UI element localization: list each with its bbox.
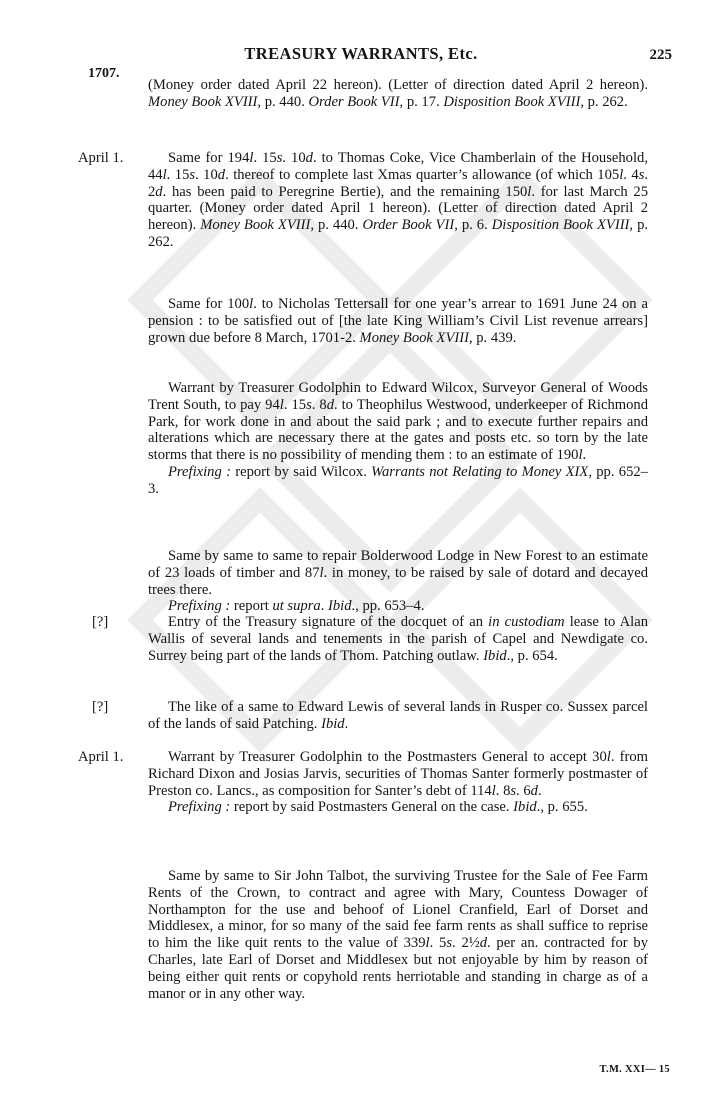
entry-2 (148, 296, 648, 346)
year-label: 1707. (88, 66, 120, 81)
entry-text: The like of a same to Edward Lewis of several lands in Rusper co. Sussex parcel of the lands of said Patching. Ibid. (148, 699, 648, 732)
entry-8 (148, 868, 648, 1002)
entry-5 (148, 614, 648, 664)
entry-text: Entry of the Treasury signature of the docquet of an in custodiam lease to Alan Wallis of several lands and tenements in the parish of Capel and Newdigate co. Surrey being part of the lands of Thom. Patching outlaw. Ibid., p. 654. (148, 614, 648, 664)
entry-3 (148, 380, 648, 498)
entry-4 (148, 548, 648, 615)
entry-0 (148, 77, 648, 111)
entry-text: Same by same to Sir John Talbot, the surviving Trustee for the Sale of Fee Farm Rents of the Crown, to contract and agree with Mary, Countess Dowager of Northampton for the use and behoof of Lionel Cranfield, Earl of Dorset and Middlesex, a minor, for so many of the said fee farm rents as shall suffice to reprise to him the like quit rents to the value of 339l. 5s. 2½d. per an. contracted for by Charles, late Earl of Dorset and Middlesex but not enjoyable by him by reason of being either quit rents or copyhold rents herriotable and standing in charge as of a manor or in any other way. (148, 868, 649, 1002)
entry-text: Same for 100l. to Nicholas Tettersall for one year’s arrear to 1691 June 24 on a pension : to be satisfied out of [the late King William’s Civil List revenue arrears] grown due before 8 March, 1701-2. Money Book XVIII, p. 439. (148, 296, 648, 346)
entry-date: [?] (92, 699, 109, 715)
page-number: 225 (649, 47, 672, 63)
entry-text: (Money order dated April 22 hereon). (Letter of direction dated April 2 hereon). Money Book XVIII, p. 440. Order Book VII, p. 17. Disposition Book XVIII, p. 262. (148, 77, 648, 110)
entry-prefixing: Prefixing : report ut supra. Ibid., pp. 653–4. (168, 598, 425, 615)
entry-date: April 1. (78, 749, 124, 765)
entry-date: April 1. (78, 150, 124, 166)
running-title: TREASURY WARRANTS, Etc. (244, 44, 478, 63)
entry-7 (148, 749, 648, 816)
entry-6 (148, 699, 648, 733)
entry-text: Warrant by Treasurer Godolphin to Edward Wilcox, Surveyor General of Woods Trent South, to pay 94l. 15s. 8d. to Theophilus Westwood, underkeeper of Richmond Park, for work done in and about the said park ; and to execute further repairs and alterations which are necessary there at the gates and posts etc. so torn by the late storms that there is no possibility of mending them : to an estimate of 190l. (148, 380, 649, 464)
entry-text: Warrant by Treasurer Godolphin to the Postmasters General to accept 30l. from Richard Dixon and Josias Jarvis, securities of Thomas Santer formerly postmaster of Preston co. Lancs., as composition for Santer’s debt of 114l. 8s. 6d. (148, 749, 648, 799)
entry-prefixing: Prefixing : report by said Wilcox. Warrants not Relating to Money XIX, pp. 652–3. (148, 463, 648, 497)
entry-date: [?] (92, 614, 109, 630)
entry-text: Same by same to same to repair Bolderwood Lodge in New Forest to an estimate of 23 loads of timber and 87l. in money, to be raised by sale of dotard and decayed trees there. (148, 548, 648, 598)
entry-prefixing: Prefixing : report by said Postmasters General on the case. Ibid., p. 655. (168, 799, 588, 816)
entry-1 (148, 150, 648, 251)
signature-mark: T.M. XXI— 15 (599, 1064, 670, 1075)
entry-text: Same for 194l. 15s. 10d. to Thomas Coke, Vice Chamberlain of the Household, 44l. 15s. 10d. thereof to complete last Xmas quarter’s allowance (of which 105l. 4s. 2d. has been paid to Peregrine Bertie), and the remaining 150l. for last March 25 quarter. (Money order dated April 1 hereon). (Letter of direction dated April 2 hereon). Money Book XVIII, p. 440. Order Book VII, p. 6. Disposition Book XVIII, p. 262. (148, 150, 649, 250)
